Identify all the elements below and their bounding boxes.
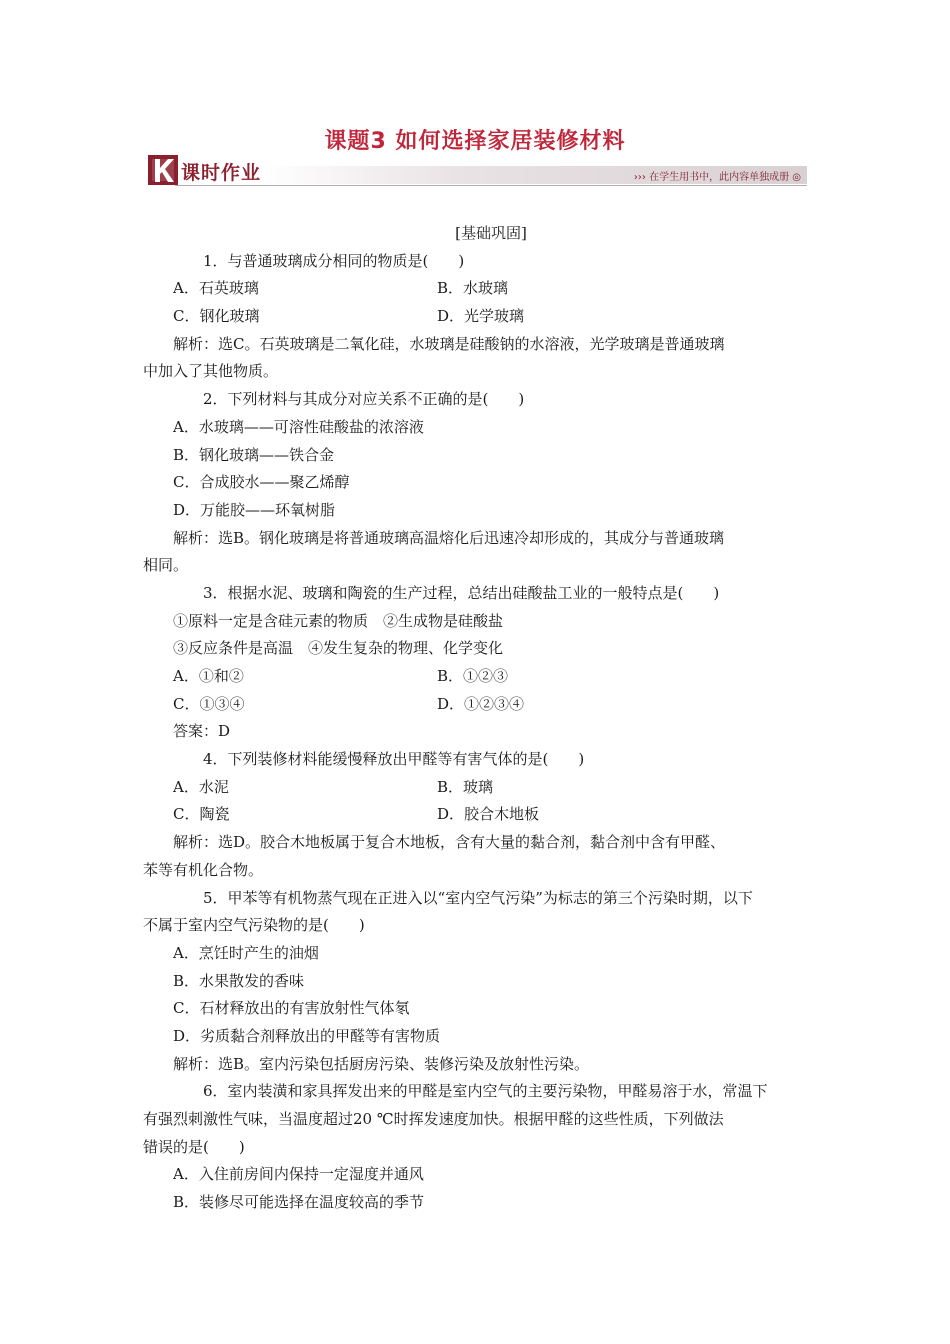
option-d: D．劣质黏合剂释放出的甲醛等有害物质 — [173, 1026, 441, 1045]
option-a: A．烹饪时产生的油烟 — [173, 943, 319, 962]
banner-label: 课时作业 — [181, 162, 262, 184]
k-logo-icon — [147, 152, 183, 188]
question-stem: 6．室内装潢和家具挥发出来的甲醛是室内空气的主要污染物，甲醛易溶于水，常温下 — [203, 1082, 768, 1101]
question-stem: 3．根据水泥、玻璃和陶瓷的生产过程，总结出硅酸盐工业的一般特点是( ) — [203, 583, 720, 602]
exercise-content — [143, 220, 809, 1217]
statement-row: ③反应条件是高温 ④发生复杂的物理、化学变化 — [173, 639, 504, 658]
option-a: A．入住前房间内保持一定湿度并通风 — [173, 1165, 424, 1184]
banner-note: ››› 在学生用书中，此内容单独成册 ◎ — [633, 172, 801, 183]
option-c: C．①③④ — [173, 694, 245, 713]
option-a: A．水泥 — [173, 777, 229, 796]
analysis-text: 解析：选D。胶合木地板属于复合木地板，含有大量的黏合剂，黏合剂中含有甲醛、 — [173, 833, 726, 852]
option-a: A．①和② — [173, 667, 244, 685]
option-b: B．装修尽可能选择在温度较高的季节 — [173, 1193, 425, 1212]
analysis-text: 苯等有机化合物。 — [143, 860, 264, 879]
question-stem: 1．与普通玻璃成分相同的物质是( ) — [203, 251, 465, 270]
option-b: B．钢化玻璃——铁合金 — [173, 445, 335, 464]
analysis-text: 中加入了其他物质。 — [143, 362, 279, 381]
statement-row: ①原料一定是含硅元素的物质 ②生成物是硅酸盐 — [173, 611, 504, 630]
analysis-text: 解析：选B。室内污染包括厨房污染、装修污染及放射性污染。 — [173, 1054, 590, 1073]
section-heading: [基础巩固] — [455, 224, 527, 242]
banner-rule — [175, 185, 807, 186]
option-row — [173, 275, 809, 303]
option-b: B．水果散发的香味 — [173, 971, 305, 990]
question-stem: 不属于室内空气污染物的是( ) — [143, 916, 365, 935]
option-row — [173, 303, 809, 331]
question-stem: 2．下列材料与其成分对应关系不正确的是( ) — [203, 390, 525, 409]
option-row — [173, 691, 809, 719]
option-c: C．陶瓷 — [173, 805, 230, 824]
option-d: D．光学玻璃 — [437, 307, 525, 326]
option-row — [173, 774, 809, 802]
answer-text: 答案：D — [173, 722, 231, 741]
question-stem: 5．甲苯等有机物蒸气现在正进入以“室内空气污染”为标志的第三个污染时期，以下 — [203, 888, 753, 907]
option-c: C．钢化玻璃 — [173, 307, 260, 326]
option-c: C．合成胶水——聚乙烯醇 — [173, 473, 350, 492]
option-b: B．①②③ — [437, 667, 509, 685]
analysis-text: 解析：选B。钢化玻璃是将普通玻璃高温熔化后迅速冷却形成的，其成分与普通玻璃 — [173, 528, 725, 547]
analysis-text: 相同。 — [143, 556, 189, 575]
question-stem: 4．下列装修材料能缓慢释放出甲醛等有害气体的是( ) — [203, 750, 585, 769]
analysis-text: 解析：选C。石英玻璃是二氧化硅，水玻璃是硅酸钠的水溶液，光学玻璃是普通玻璃 — [173, 334, 725, 353]
option-b: B．玻璃 — [437, 777, 494, 796]
option-row — [173, 663, 809, 691]
option-b: B．水玻璃 — [437, 279, 509, 298]
option-a: A．水玻璃——可溶性硅酸盐的浓溶液 — [173, 417, 424, 436]
section-banner — [147, 152, 807, 190]
option-c: C．石材释放出的有害放射性气体氡 — [173, 999, 410, 1018]
option-row — [173, 801, 809, 829]
option-d: D．①②③④ — [437, 694, 525, 713]
question-stem: 有强烈刺激性气味，当温度超过20 ℃时挥发速度加快。根据甲醛的这些性质，下列做法 — [143, 1110, 724, 1128]
option-d: D．万能胶——环氧树脂 — [173, 500, 336, 519]
question-stem: 错误的是( ) — [143, 1137, 245, 1156]
option-d: D．胶合木地板 — [437, 805, 540, 824]
option-a: A．石英玻璃 — [173, 279, 259, 298]
page-title: 课题3 如何选择家居装修材料 — [324, 129, 626, 154]
